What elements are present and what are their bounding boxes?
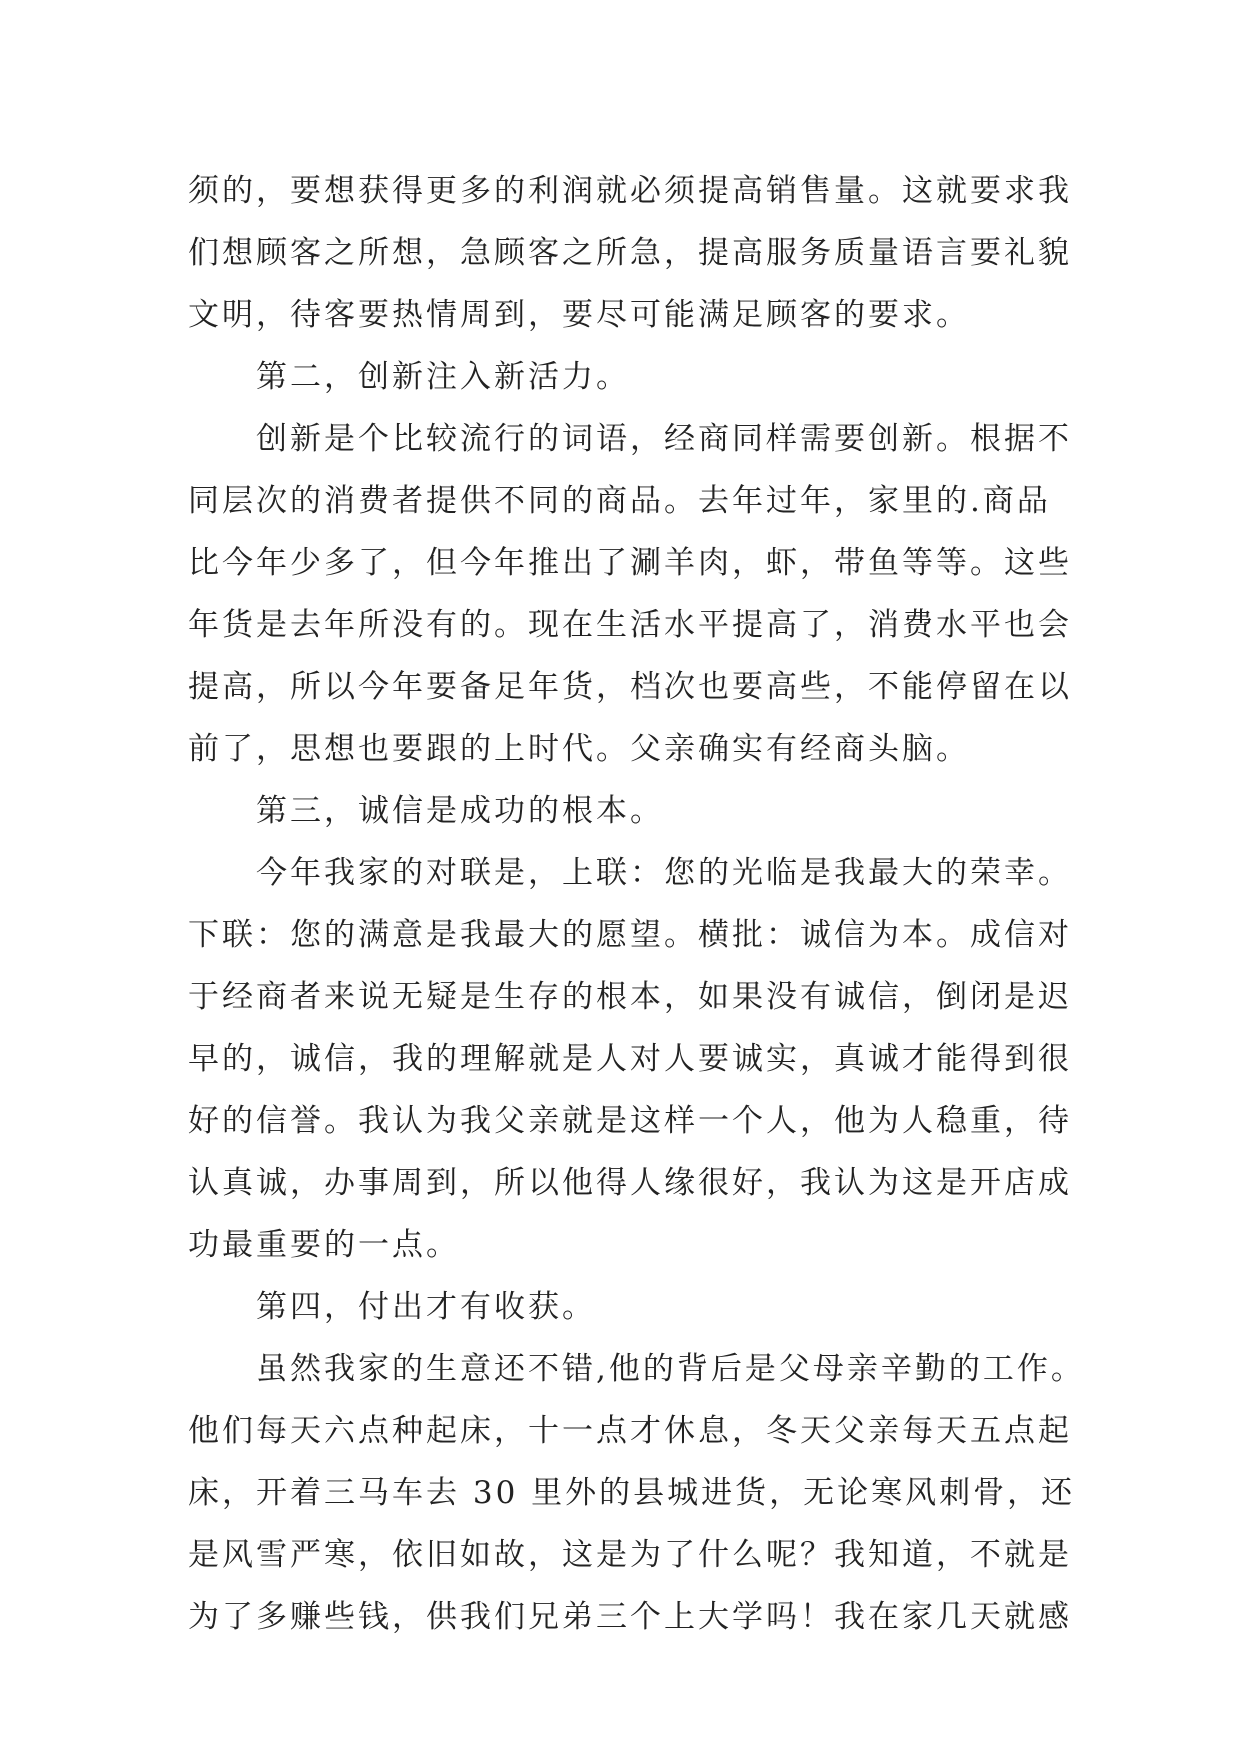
document-body bbox=[188, 160, 1085, 1648]
paragraph-first-line: 创新是个比较流行的词语，经商同样需要创新。根据不 bbox=[256, 421, 1072, 457]
paragraph-first-line: 第三，诚信是成功的根本。 bbox=[256, 793, 664, 829]
text-line: 同层次的消费者提供不同的商品。去年过年，家里的.商品 bbox=[188, 483, 1051, 519]
text-line: 下联：您的满意是我最大的愿望。横批：诚信为本。成信对 bbox=[188, 917, 1072, 953]
text-line: 功最重要的一点。 bbox=[188, 1227, 460, 1263]
text-line: 比今年少多了，但今年推出了涮羊肉，虾，带鱼等等。这些 bbox=[188, 545, 1072, 581]
text-line: 为了多赚些钱，供我们兄弟三个上大学吗！我在家几天就感 bbox=[188, 1599, 1072, 1635]
paragraph-first-line: 第四，付出才有收获。 bbox=[256, 1289, 596, 1325]
text-line: 是风雪严寒，依旧如故，这是为了什么呢？我知道，不就是 bbox=[188, 1537, 1072, 1573]
text-line: 于经商者来说无疑是生存的根本，如果没有诚信，倒闭是迟 bbox=[188, 979, 1072, 1015]
paragraph-first-line: 今年我家的对联是，上联：您的光临是我最大的荣幸。 bbox=[256, 855, 1072, 891]
text-line: 文明，待客要热情周到，要尽可能满足顾客的要求。 bbox=[188, 297, 970, 333]
text-line: 早的，诚信，我的理解就是人对人要诚实，真诚才能得到很 bbox=[188, 1041, 1072, 1077]
text-line: 须的，要想获得更多的利润就必须提高销售量。这就要求我 bbox=[188, 173, 1072, 209]
paragraph-first-line: 第二，创新注入新活力。 bbox=[256, 359, 630, 395]
text-line: 好的信誉。我认为我父亲就是这样一个人，他为人稳重，待 bbox=[188, 1103, 1072, 1139]
text-line: 认真诚，办事周到，所以他得人缘很好，我认为这是开店成 bbox=[188, 1165, 1072, 1201]
text-line: 提高，所以今年要备足年货，档次也要高些，不能停留在以 bbox=[188, 669, 1072, 705]
paragraph-first-line: 虽然我家的生意还不错,他的背后是父母亲辛勤的工作。 bbox=[256, 1351, 1085, 1387]
text-line: 床，开着三马车去 30 里外的县城进货，无论寒风刺骨，还 bbox=[188, 1475, 1076, 1511]
text-line: 他们每天六点种起床，十一点才休息，冬天父亲每天五点起 bbox=[188, 1413, 1072, 1449]
text-line: 年货是去年所没有的。现在生活水平提高了，消费水平也会 bbox=[188, 607, 1072, 643]
text-line: 们想顾客之所想，急顾客之所急，提高服务质量语言要礼貌 bbox=[188, 235, 1072, 271]
text-line: 前了，思想也要跟的上时代。父亲确实有经商头脑。 bbox=[188, 731, 970, 767]
